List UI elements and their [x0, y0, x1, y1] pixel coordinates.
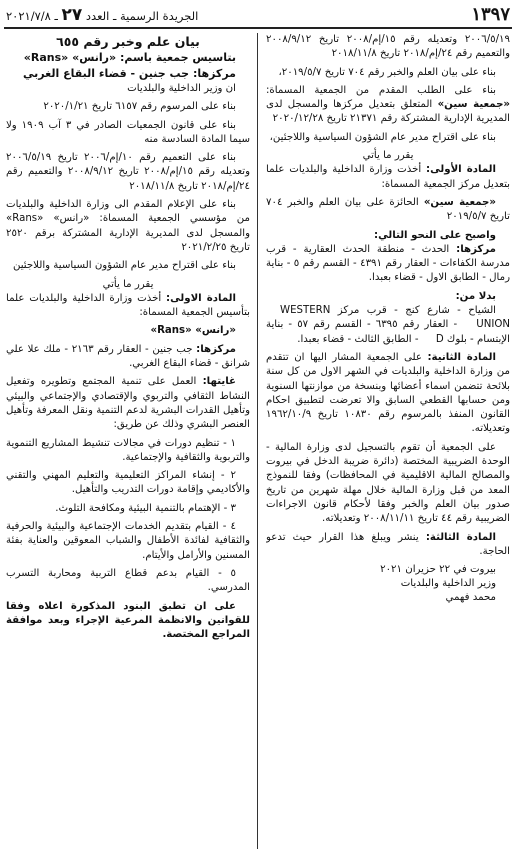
- rc-para-1: ٢٠٠٦/٥/١٩ وتعديله رقم ١٥/إم/٢٠٠٨ تاريخ ٢٠٠٨/٩/١٢ والتعميم رقم ٢٤/إم/٢٠١٨ تاريخ ٢٠١٨/١١/٨: [266, 34, 510, 60]
- rc-union: UNION: [476, 319, 510, 331]
- rc-block: D: [435, 333, 444, 345]
- rc-article-3-label: المادة الثالثة:: [425, 531, 496, 543]
- rc-old-address-3: - الطابق الثالث - قضاء بعبدا.: [297, 333, 419, 345]
- lc-para-2: بناء على قانون الجمعيات الصادر في ٣ آب ١٩٠٩ ولا سيما المادة السادسة منه: [6, 119, 250, 145]
- rc-article-1: [266, 163, 510, 192]
- column-divider: [257, 33, 258, 849]
- rc-sign-name: محمد فهمي: [445, 592, 496, 604]
- rc-sign-title: وزير الداخلية والبلديات: [400, 578, 496, 590]
- rc-old-address-2: - العقار رقم ٦٣٩٥ - القسم رقم ٥٧ - بناية الإبتسام - بلوك: [266, 319, 510, 345]
- lc-article-1-label: المادة الاولى:: [166, 292, 236, 304]
- lc-subject: [6, 50, 250, 66]
- rc-article-3: [266, 531, 510, 560]
- rc-sign-place: بيروت في ٢٢ حزيران ٢٠٢١: [380, 564, 496, 576]
- lc-subject-a: بتاسيس جمعية باسم:: [119, 51, 236, 64]
- rc-para-2: بناء على بيان العلم والخبر رقم ٧٠٤ تاريخ ٢٠١٩/٥/٧،: [278, 66, 496, 78]
- lc-title: بيان علم وخبر رقم ٦٥٥: [56, 34, 200, 49]
- lc-goals-label: غايتها:: [202, 376, 236, 388]
- rc-article-1-after: الحائزة على بيان العلم والخبر ٧٠٤ تاريخ ٢٠١٩/٥/٧: [266, 196, 510, 223]
- publication-name: الجريدة الرسمية ـ العدد: [85, 9, 199, 23]
- lc-para-3: بناء على التعميم رقم ١٠/إم/٢٠٠٦ تاريخ ٢٠٠٦/٥/١٩ وتعديله رقم ١٥/إم/٢٠٠٨ تاريخ ٢٠٠٨/٩/١٢ والتعميم رقم ٢٤/إم/٢٠١٨ تاريخ ٢٠١٨/١١/٨: [6, 152, 250, 192]
- lc-decides: يقرر ما يأتي: [102, 278, 154, 290]
- rc-old-address-1: الشياح - شارع كنج - قرب مركز: [337, 305, 497, 317]
- right-column: [266, 33, 510, 853]
- rc-article-2: [266, 351, 510, 437]
- lc-goal-3: ٣ - الإهتمام بالتنمية البيئية ومكافحة التلوث.: [55, 502, 236, 514]
- rc-article-1-name: [266, 196, 510, 225]
- lc-center-text: جب جنين - العقار رقم ٢١٦٣ - ملك علا علي شرانق - قضاء البقاع الغربي.: [6, 343, 250, 370]
- lc-goal-2: ٢ - إنشاء المراكز التعليمية والتعليم المهني والتقني والأكاديمي وإقامة دورات التدريب والتأهيل.: [6, 470, 250, 496]
- lc-goals-text: العمل على تنمية المجتمع وتطويره وتفعيل النشاط الثقافي والتربوي والإقتصادي والإجتماعي والبيئي وتأهيل القدرات البشرية لدعم التنمية ونقل المعرفة وتأهيل العنصر البشري وذلك عن طريق:: [6, 376, 250, 431]
- rc-para-3-c: المتعلق بتعديل مركزها والمسجل لدى المديرية الإدارية المشتركة رقم ٢١٣٧١ تاريخ ٢٠٢٠/١٢/٢٨: [266, 99, 510, 125]
- rc-article-2-tax: على الجمعية أن تقوم بالتسجيل لدى وزارة المالية - الوحدة الضريبية المختصة (دائرة ضريبة الدخل في بيروت والمصالح المالية الاقليمية في المحافظات) وفقا للنموذج المعد من قبل وزارة المالية خلال مهلة شهرين من تاريخ صدور بيان العلم والخبر وفقا لأحكام قانون الاجراءات الضريبية رقم ٤٤ تاريخ ٢٠٠٨/١١/١١ وتعديلاته.: [266, 441, 510, 525]
- rc-became: واصبح على النحو التالي:: [374, 229, 496, 241]
- page-header: [4, 3, 512, 29]
- lc-goals: [6, 375, 250, 432]
- rc-article-1-text: أخذت وزارة الداخلية والبلديات علما بتعديل مركز الجمعية المسماة:: [266, 164, 510, 190]
- lc-para-1: بناء على المرسوم رقم ٦١٥٧ تاريخ ٢٠٢٠/١/٢١: [43, 101, 236, 113]
- rc-association-name: «جمعية سين»: [437, 99, 510, 111]
- rc-new-center-label: مركزها:: [456, 243, 496, 255]
- lc-name-line: «رانس» «Rans»: [150, 325, 236, 337]
- lc-article-1-text: أخذت وزارة الداخلية والبلديات علما بتأسيس الجمعية المسماة:: [6, 292, 250, 319]
- rc-western: WESTERN: [280, 305, 331, 317]
- issue-number: ٢٧: [61, 5, 83, 25]
- rc-article-1-association: «جمعية سين»: [423, 196, 496, 208]
- left-column: [6, 33, 250, 853]
- rc-old-address: [266, 304, 510, 347]
- lc-minister: ان وزير الداخلية والبلديات: [127, 83, 236, 94]
- page-number: ١٣٩٧: [471, 4, 510, 25]
- rc-decides: يقرر ما يأتي: [362, 150, 414, 162]
- lc-center: [6, 343, 250, 372]
- lc-subject-b: «رانس» «Rans»: [23, 51, 117, 64]
- rc-para-3: [266, 84, 510, 127]
- issue-date: ـ ٢٠٢١/٧/٨: [6, 9, 58, 23]
- rc-para-3-a: بناء على الطلب المقدم من الجمعية المسماة:: [266, 84, 496, 96]
- lc-center-label: مركزها:: [196, 343, 236, 355]
- lc-goal-5: ٥ - القيام بدعم قطاع التربية ومحاربة التسرب المدرسي.: [6, 567, 250, 594]
- lc-location: [6, 66, 250, 82]
- lc-closing: على ان تطبق البنود المذكورة اعلاه وفقا للقوانين والانظمة المرعية الإجراء وبعد موافقة المراجع المختصة.: [6, 600, 250, 641]
- rc-article-2-label: المادة الثانية:: [427, 351, 496, 363]
- rc-article-2-text: على الجمعية المشار اليها ان تتقدم من وزارة الداخلية والبلديات في الشهر الاول من كل سنة بلائحة تتضمن اسماء أعضائها وبنسخة من موازنتها السنوية ومن حسابها القطعي السابق والا تعرضت لتطبيق احكام القانون المنفذ بالمرسوم رقم ١٠٨٣٠ تاريخ ١٩٦٢/١٠/٩ وتعديلاته.: [266, 351, 510, 435]
- lc-location-a: مركزها:: [192, 67, 236, 80]
- rc-article-3-text: ينشر ويبلغ هذا القرار حيث تدعو الحاجة.: [266, 531, 510, 557]
- rc-instead: بدلا من:: [455, 290, 496, 302]
- rc-article-1-label: المادة الأولى:: [426, 164, 496, 176]
- lc-para-5: بناء على اقتراح مدير عام الشؤون السياسية واللاجئين: [12, 260, 236, 272]
- rc-para-4: بناء على اقتراح مدير عام الشؤون السياسية واللاجئين،: [269, 131, 496, 143]
- lc-goal-4: ٤ - القيام بتقديم الخدمات الإجتماعية والبيئية والحرفية والثقافية لفائدة الأطفال والشباب المعوقين والعناية بفئة المسنين والأرامل والأيتام.: [6, 521, 250, 561]
- rc-new-center: [266, 243, 510, 286]
- lc-goal-1: ١ - تنظيم دورات في مجالات تنشيط المشاريع التنموية والتربوية والثقافية والإجتماعية.: [6, 437, 250, 463]
- lc-location-b: جب جنين - قضاء البقاع الغربي: [23, 67, 190, 80]
- rc-new-center-text: الحدث - منطقة الحدث العقارية - قرب مدرسة الكفاءات - العقار رقم ٤٣٩١ - القسم رقم ٥ - بناية رمال - الطابق الاول - قضاء بعبدا.: [266, 243, 510, 284]
- publication-line: [6, 5, 198, 25]
- lc-article-1: [6, 292, 250, 321]
- lc-para-4: بناء على الإعلام المقدم الى وزارة الداخلية والبلديات من مؤسسي الجمعية المسماة: «رانس» «Rans» والمسجل لدى المديرية الإدارية المشتركة برقم ٢٥٢٠ تاريخ ٢٠٢١/٢/٢٥: [6, 199, 250, 253]
